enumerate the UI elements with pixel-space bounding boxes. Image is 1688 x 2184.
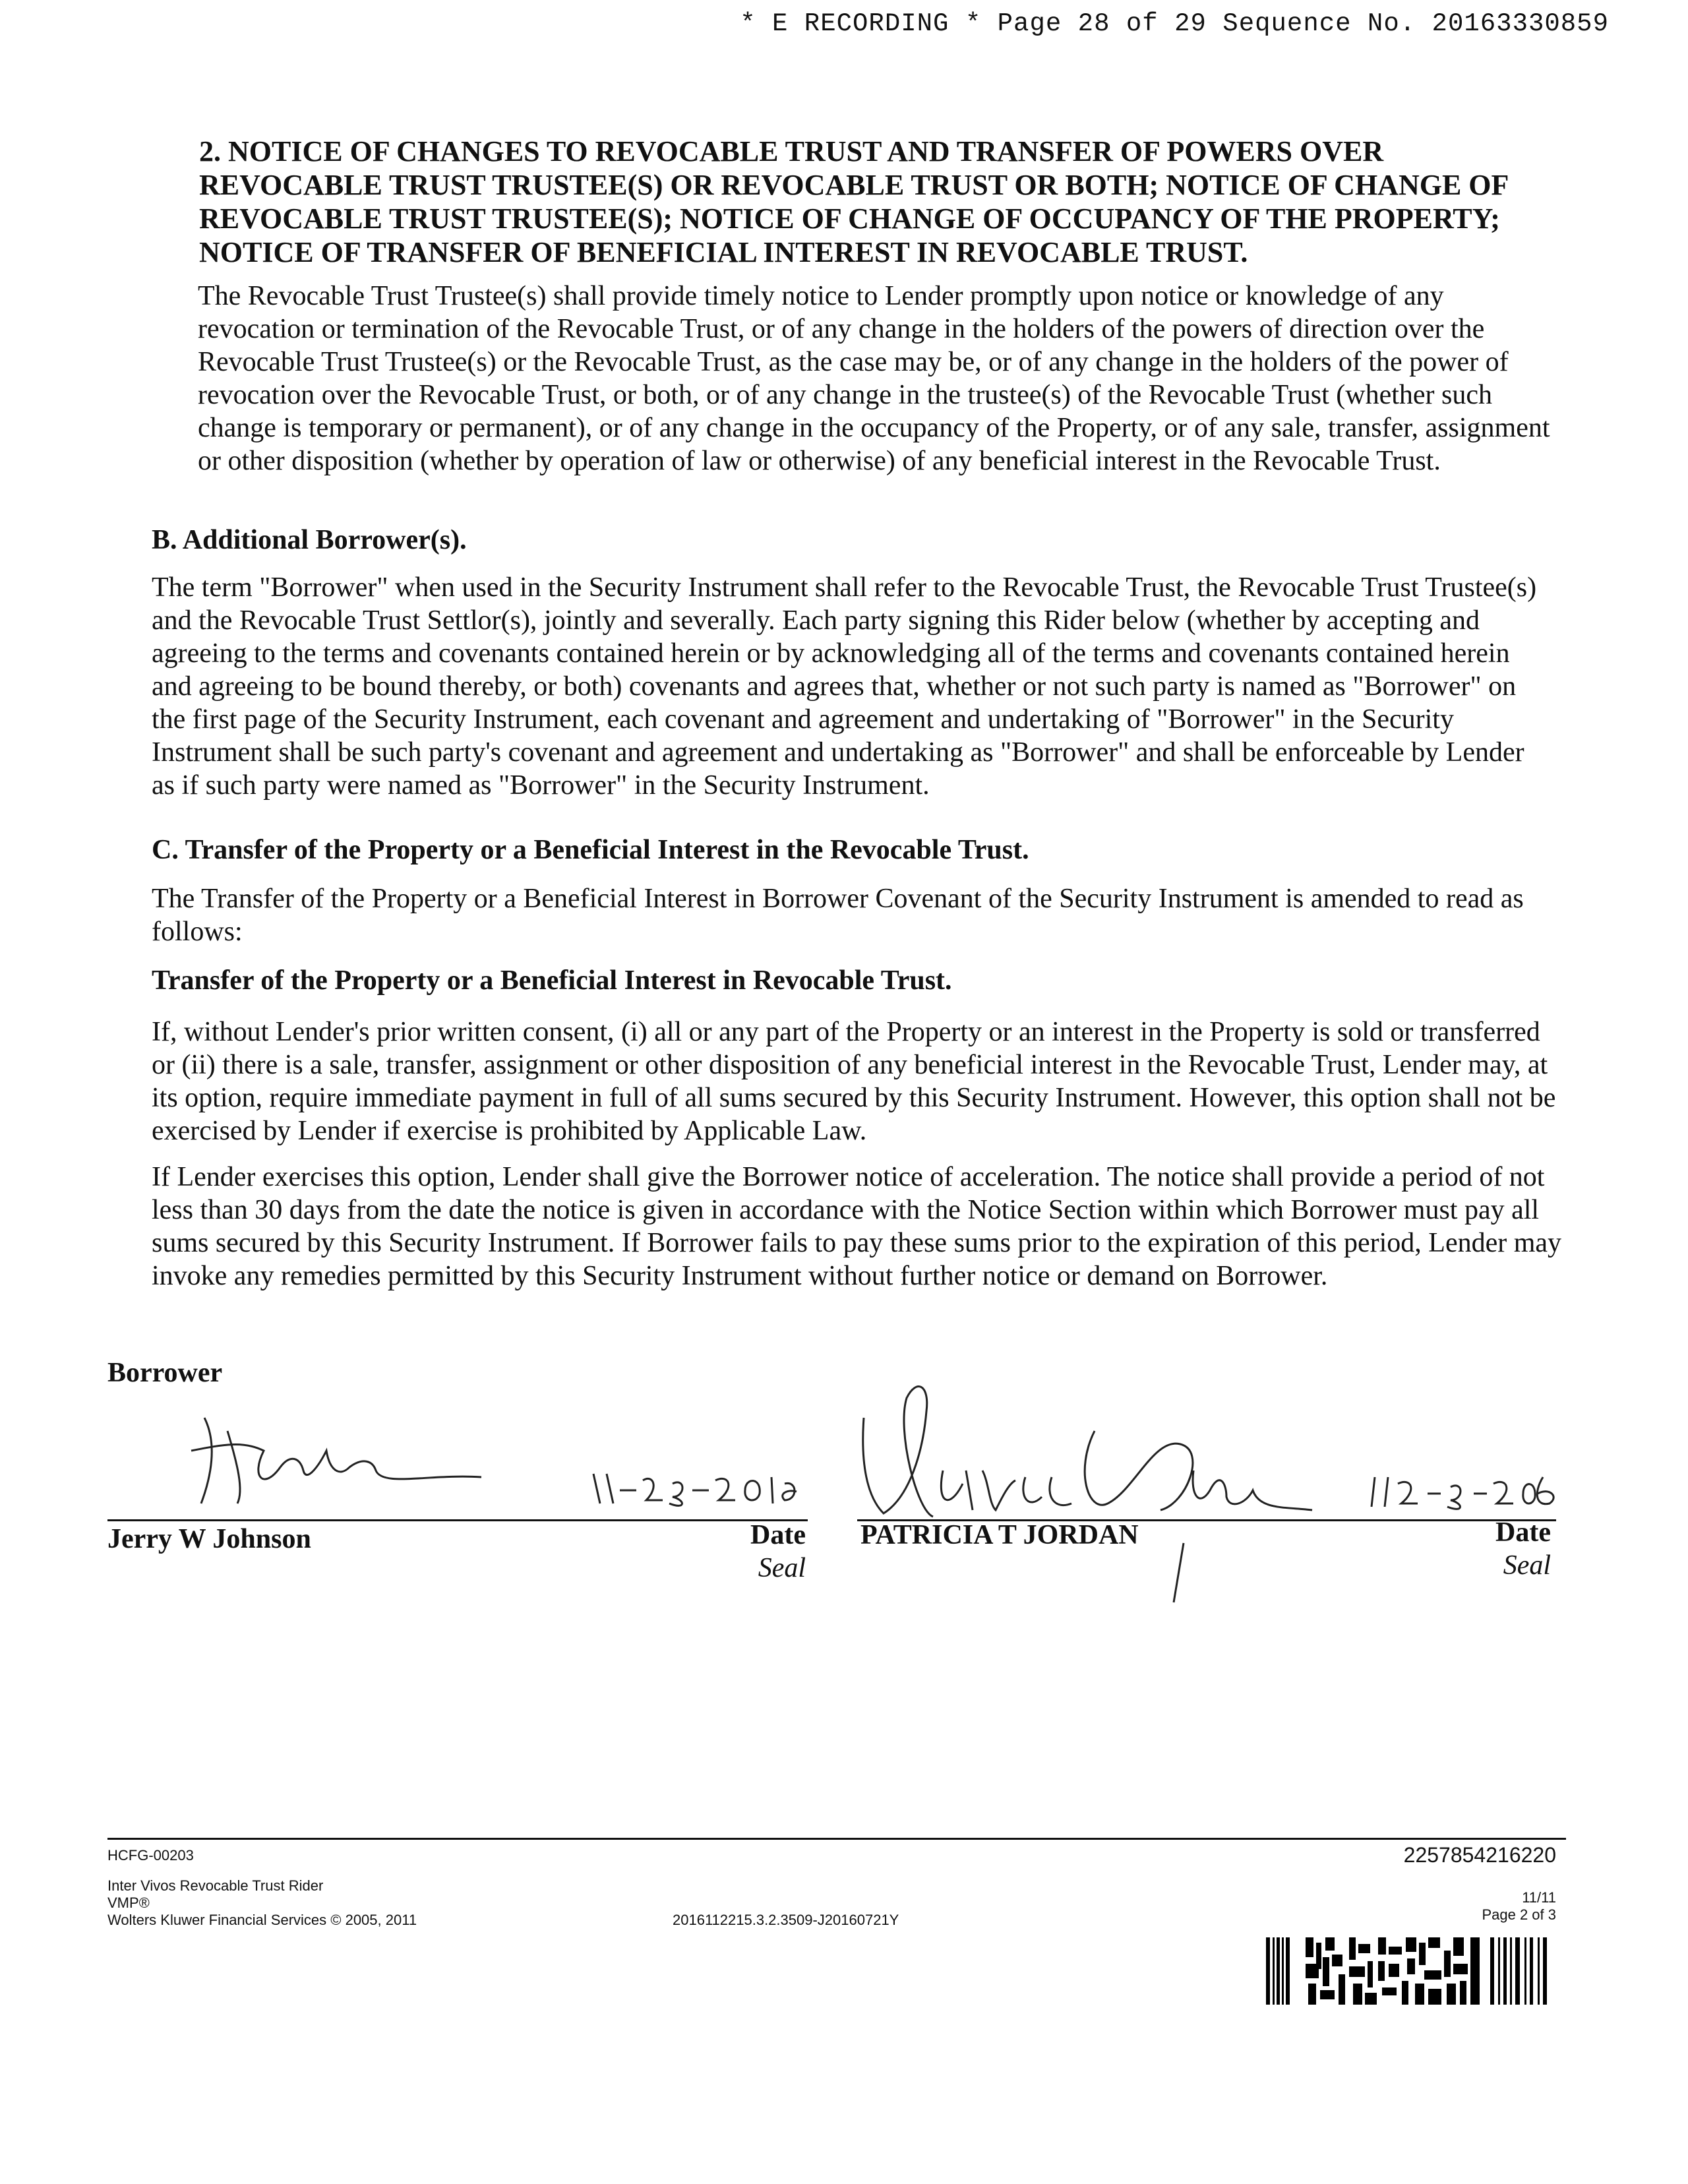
form-revision: 11/11 [1522,1889,1556,1906]
footer-rule [107,1838,1566,1840]
acceleration-body: If Lender exercises this option, Lender shall give the Borrower notice of acceleration. The notice shall provide a period of not less than 30 days from the date the notice is given in accordance with the Notice Section within which Borrower must pay all sums secured by this Security Instrument. If Borrower fails to pay these sums prior to the expiration of this period, Lender may invoke any remedies permitted by this Security Instrument without further notice or demand on Borrower. [152,1162,1562,1291]
signature-jerry-johnson [165,1405,495,1517]
signature-patricia-jordan [851,1372,1365,1609]
section-2-heading: 2. NOTICE OF CHANGES TO REVOCABLE TRUST AND TRANSFER OF POWERS OVER REVOCABLE TRUST TRUSTEE(S) OR REVOCABLE TRUST OR BOTH; NOTICE OF CHANGE OF REVOCABLE TRUST TRUSTEE(S); NOTICE OF CHANGE OF OCCUPANCY OF THE PROPERTY; NOTICE OF TRANSFER OF BENEFICIAL INTEREST IN REVOCABLE TRUST. [199,135,1508,268]
publisher-line: Wolters Kluwer Financial Services © 2005, 2011 [107,1912,417,1928]
vmp-mark: VMP® [107,1895,150,1911]
handwritten-date-1 [587,1464,811,1517]
form-title: Inter Vivos Revocable Trust Rider [107,1877,324,1894]
section-b-heading: B. Additional Borrower(s). [152,525,467,555]
seal-label-1: Seal [758,1553,806,1583]
seal-label-2: Seal [1503,1550,1551,1581]
borrower-label: Borrower [107,1358,223,1388]
section-c-body: The Transfer of the Property or a Beneficial Interest in Borrower Covenant of the Security Instrument is amended to read as follows: [152,884,1524,947]
section-b-body: The term "Borrower" when used in the Security Instrument shall refer to the Revocable Trust, the Revocable Trust Trustee(s) and the Revocable Trust Settlor(s), jointly and severally. Each party signing this Rider below (whether by accepting and agreeing to the terms and covenants contained herein or by acknowledging all of the terms and covenants contained herein and agreeing to be bound thereby, or both) covenants and agrees that, whether or not such party is named as "Borrower" on the first page of the Security Instrument, each covenant and agreement and undertaking of "Borrower" in the Security Instrument shall be such party's covenant and agreement and undertaking as "Borrower" and shall be enforceable by Lender as if such party were named as "Borrower" in the Security Instrument. [152,572,1537,801]
transfer-body: If, without Lender's prior written consent, (i) all or any part of the Property or an interest in the Property is sold or transferred or (ii) there is a sale, transfer, assignment or other disposition of any beneficial interest in the Revocable Trust, Lender may, at its option, require immediate payment in full of all sums secured by this Security Instrument. However, this option shall not be exercised by Lender if exercise is prohibited by Applicable Law. [152,1017,1556,1146]
document-id: 2016112215.3.2.3509-J20160721Y [673,1912,899,1928]
date-label-2: Date [1495,1517,1551,1548]
section-c-heading: C. Transfer of the Property or a Beneficial Interest in the Revocable Trust. [152,835,1029,865]
barcode-icon [1266,1937,1552,2005]
recording-header: * E RECORDING * Page 28 of 29 Sequence No. 20163330859 [740,9,1609,38]
handwritten-date-2 [1365,1467,1563,1520]
loan-number: 2257854216220 [1403,1843,1556,1867]
signer-name-1: Jerry W Johnson [107,1524,311,1554]
date-label-1: Date [750,1520,806,1550]
signer-name-2: PATRICIA T JORDAN [860,1520,1139,1550]
section-2-body: The Revocable Trust Trustee(s) shall provide timely notice to Lender promptly upon notice or knowledge of any revocation or termination of the Revocable Trust, or of any change in the holders of the powers of direction over the Revocable Trust Trustee(s) or the Revocable Trust, as the case may be, or of any change in the holders of the power of revocation over the Revocable Trust, or both, or of any change in the trustee(s) of the Revocable Trust (whether such change is temporary or permanent), or of any change in the occupancy of the Property, or of any sale, transfer, assignment or other disposition (whether by operation of law or otherwise) of any beneficial interest in the Revocable Trust. [198,281,1550,476]
transfer-heading: Transfer of the Property or a Beneficial Interest in Revocable Trust. [152,965,952,996]
form-code: HCFG-00203 [107,1847,194,1864]
page-indicator: Page 2 of 3 [1482,1906,1556,1923]
